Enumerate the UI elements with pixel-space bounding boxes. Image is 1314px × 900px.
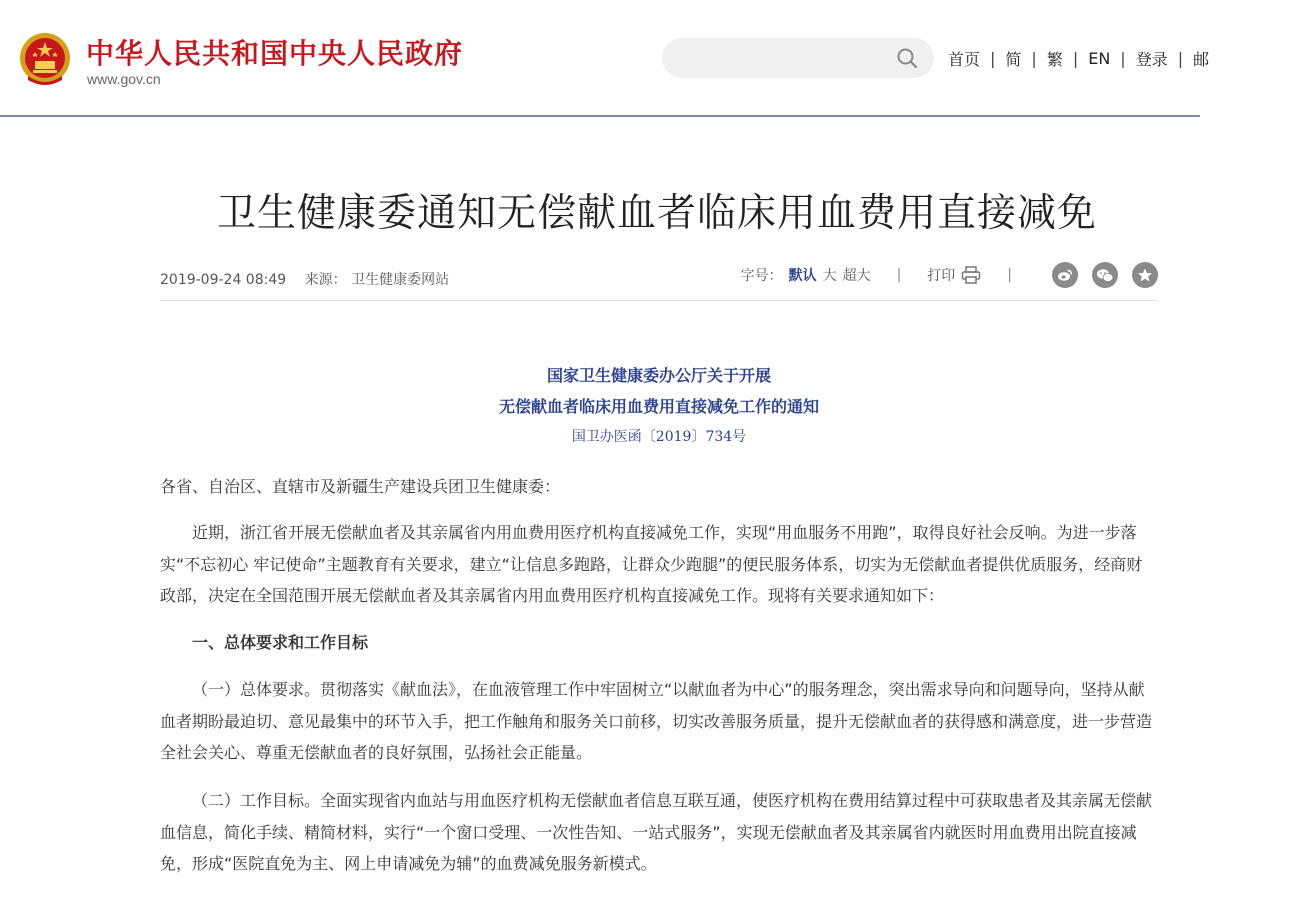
article-title: 卫生健康委通知无偿献血者临床用血费用直接减免: [216, 191, 1097, 236]
article-info: [160, 269, 449, 289]
weibo-share-icon[interactable]: [1052, 262, 1078, 288]
nav-english[interactable]: EN: [1088, 49, 1111, 68]
star-icon: [1137, 267, 1153, 283]
notice-title-line1: 国家卫生健康委办公厅关于开展: [546, 366, 771, 385]
wechat-icon: [1096, 268, 1114, 283]
nav-home[interactable]: 首页: [948, 50, 981, 69]
print-label: 打印: [927, 268, 956, 284]
notice-header: [160, 360, 1158, 452]
weibo-icon: [1057, 268, 1073, 282]
nav-separator: |: [1072, 49, 1079, 68]
nav-login[interactable]: 登录: [1135, 50, 1168, 69]
nav-separator: |: [1031, 49, 1037, 68]
tool-separator: |: [1007, 267, 1012, 283]
national-emblem-icon[interactable]: [18, 30, 72, 88]
site-name[interactable]: 中华人民共和国中央人民政府: [86, 37, 464, 70]
article-tools: [741, 262, 1158, 288]
nav-mail[interactable]: 邮: [1193, 50, 1210, 69]
salutation: 各省、自治区、直辖市及新疆生产建设兵团卫生健康委：: [160, 477, 561, 496]
site-url[interactable]: www.gov.cn: [87, 71, 161, 87]
wechat-share-icon[interactable]: [1092, 262, 1118, 288]
article-meta: [160, 268, 1158, 290]
document-number: 国卫办医函〔2019〕734号: [571, 429, 747, 445]
section-heading: 一、总体要求和工作目标: [192, 633, 369, 652]
print-button[interactable]: [927, 265, 981, 285]
nav-simplified[interactable]: 简: [1005, 50, 1022, 69]
nav-separator: |: [1177, 49, 1184, 68]
publish-datetime: 2019-09-24 08:49: [160, 272, 287, 288]
search-input[interactable]: [680, 46, 880, 70]
notice-title-line2: 无偿献血者临床用血费用直接减免工作的通知: [498, 397, 819, 416]
search-icon[interactable]: [896, 47, 918, 69]
article-source: 卫生健康委网站: [351, 272, 450, 288]
intro-paragraph: 近期，浙江省开展无偿献血者及其亲属省内用血费用医疗机构直接减免工作，实现“用血服务不用跑”，取得良好社会反响。为进一步落实“不忘初心 牢记使命”主题教育有关要求，建立“让信息多跑路，让群众少跑腿”的便民服务体系，切实为无偿献血者提供优质服务，经商财政部，决定在全国范围开展无偿献血者及其亲属省内用血费用医疗机构直接减免工作。现将有关要求通知如下：: [160, 523, 1143, 605]
top-nav: [948, 47, 1209, 70]
nav-separator: |: [990, 49, 996, 68]
nav-separator: |: [1120, 49, 1126, 68]
font-size-label: 字号：: [740, 268, 783, 284]
printer-icon: [961, 266, 981, 284]
general-requirements-paragraph: （一）总体要求。贯彻落实《献血法》，在血液管理工作中牢固树立“以献血者为中心”的服务理念，突出需求导向和问题导向，坚持从献血者期盼最迫切、意见最集中的环节入手，把工作触角和服务关口前移，切实改善服务质量，提升无偿献血者的获得感和满意度，进一步营造全社会关心、尊重无偿献血者的良好氛围，弘扬社会正能量。: [160, 680, 1153, 762]
site-header: [0, 0, 1210, 117]
search-box: [662, 38, 934, 78]
tool-separator: |: [896, 267, 902, 283]
source-label: 来源：: [304, 272, 347, 288]
nav-traditional[interactable]: 繁: [1046, 50, 1063, 69]
font-size-xlarge[interactable]: 超大: [842, 268, 871, 284]
work-goals-paragraph: （二）工作目标。全面实现省内血站与用血医疗机构无偿献血者信息互联互通，使医疗机构在费用结算过程中可获取患者及其亲属无偿献血信息，简化手续、精简材料，实行“一个窗口受理、一次性告知、一站式服务”，实现无偿献血者及其亲属省内就医时用血费用出院直接减免，形成“医院直免为主、网上申请减免为辅”的血费减免服务新模式。: [160, 791, 1153, 873]
font-size-large[interactable]: 大: [822, 268, 837, 284]
meta-divider: [160, 300, 1158, 301]
font-size-default[interactable]: 默认: [788, 268, 817, 284]
favorite-share-icon[interactable]: [1132, 262, 1158, 288]
